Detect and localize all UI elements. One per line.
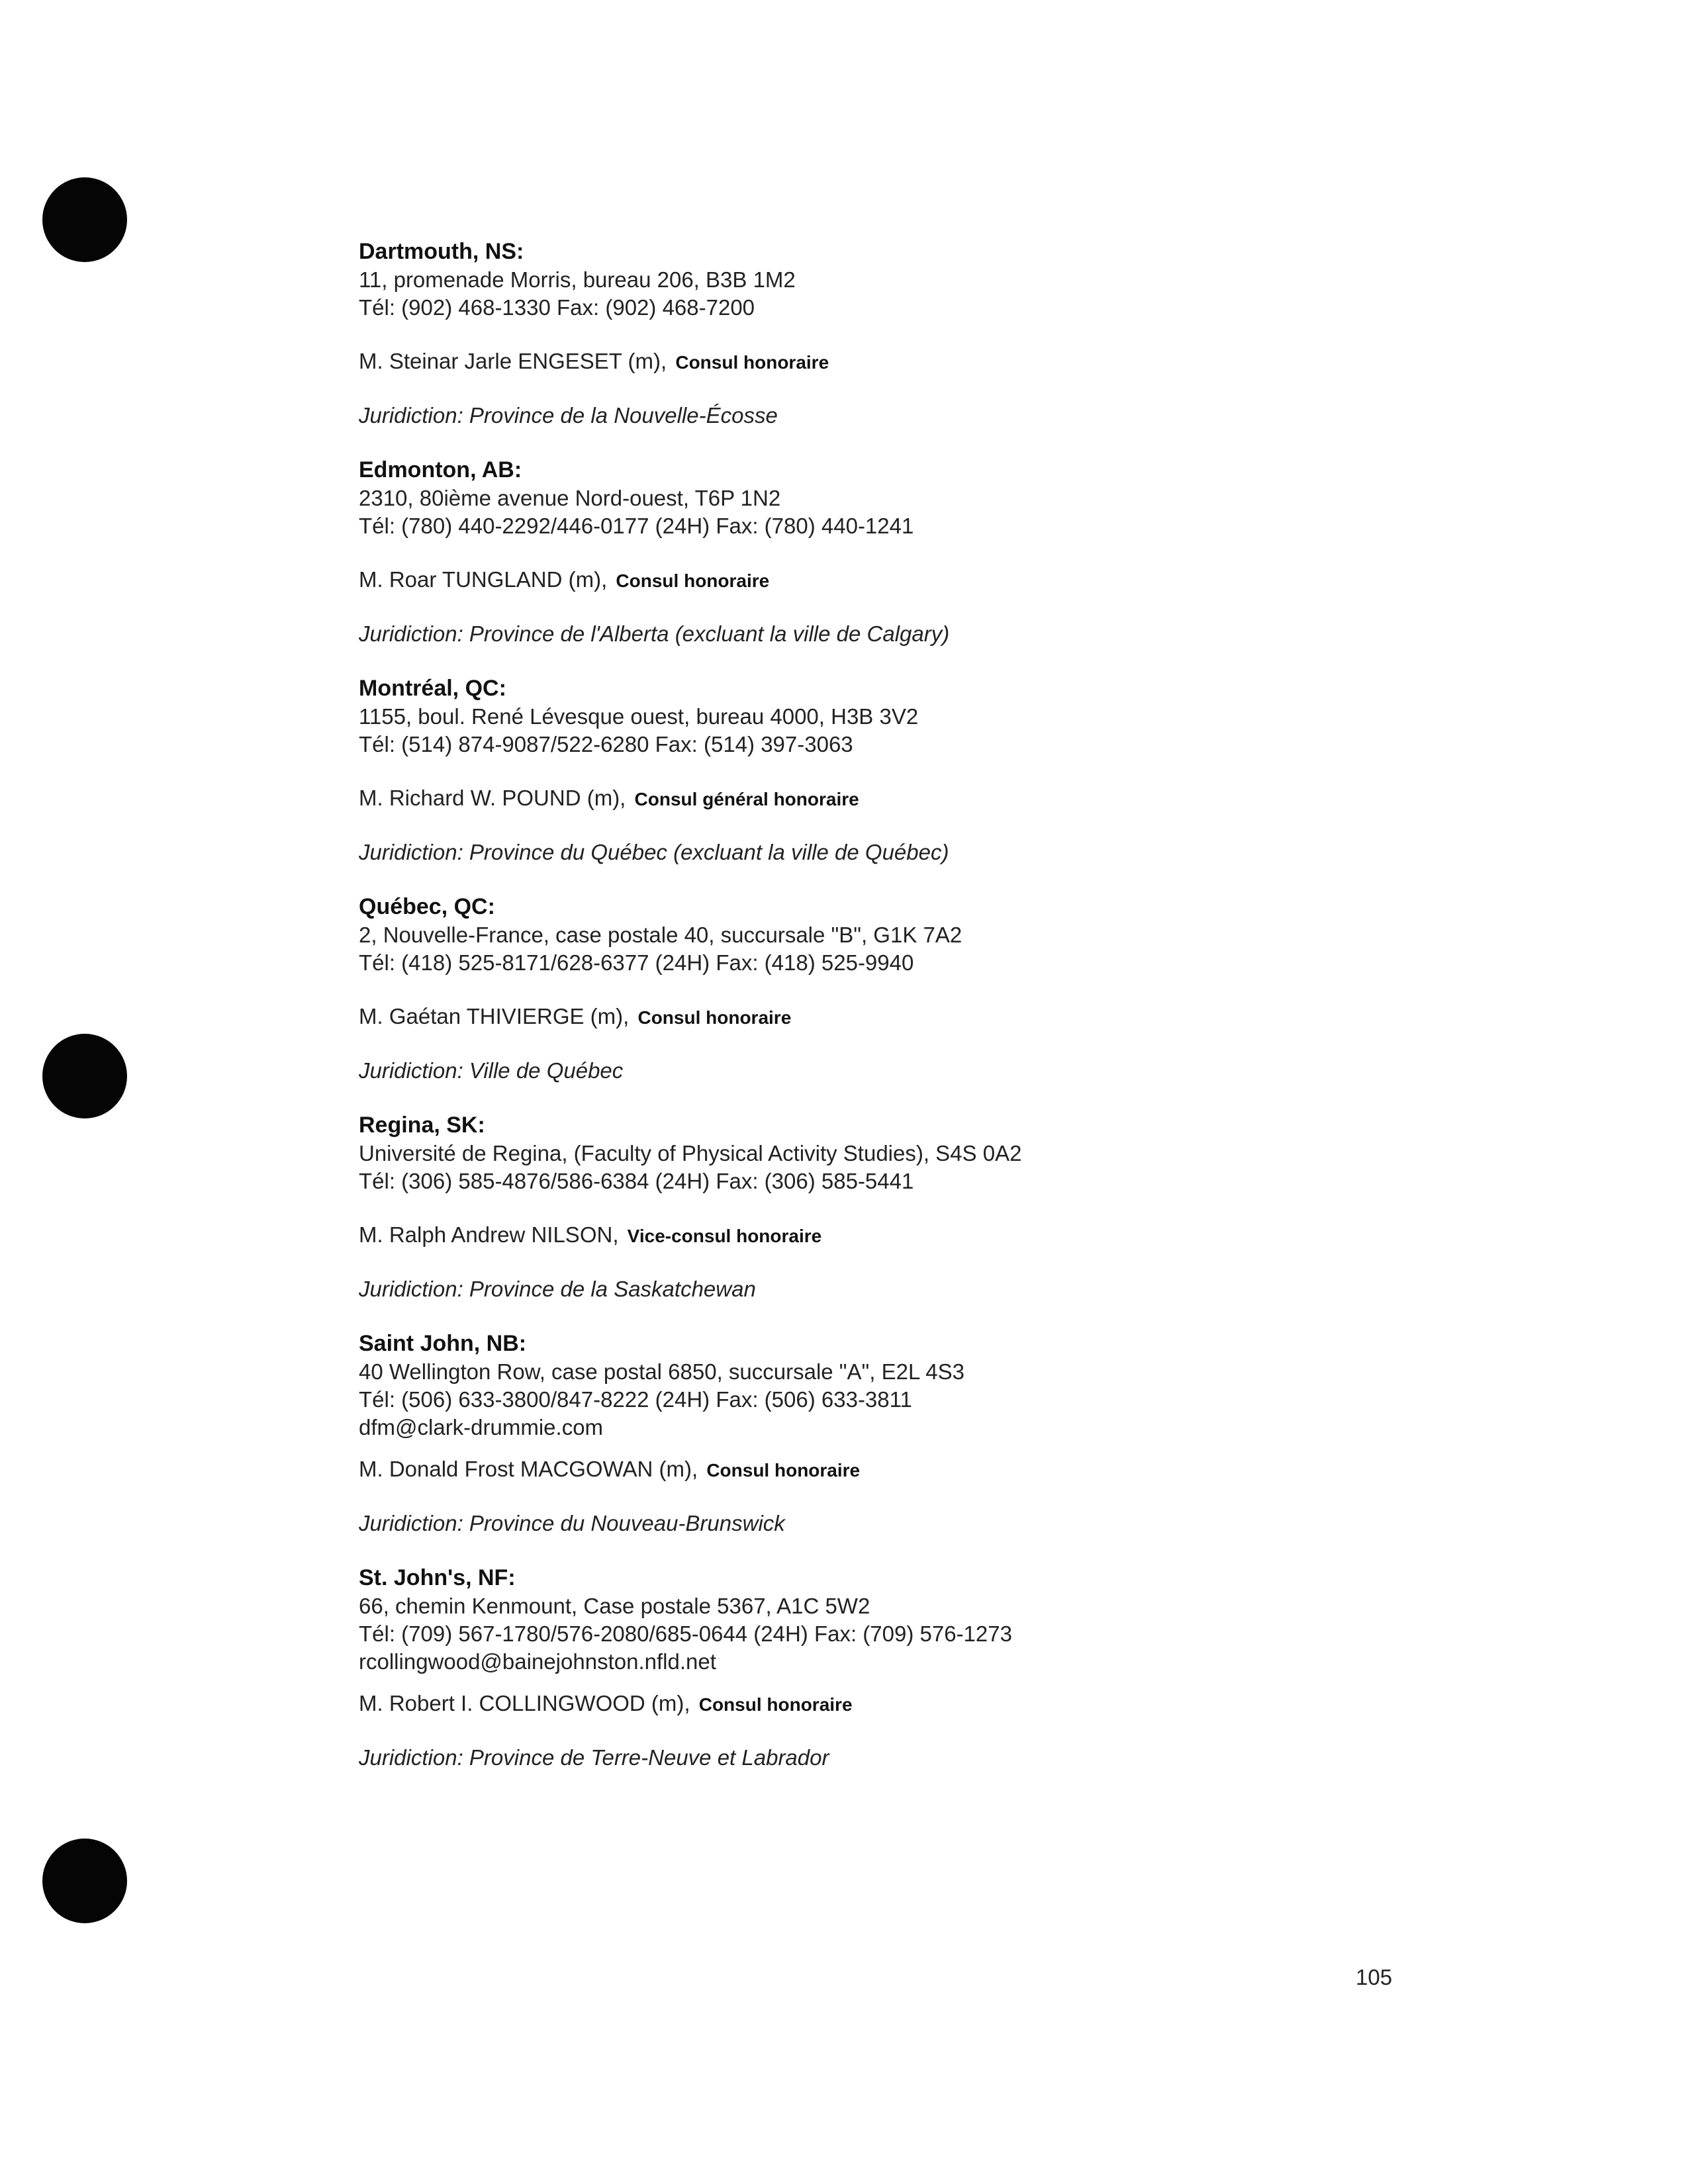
entry-city: Saint John, NB:: [359, 1331, 527, 1356]
person-name: M. Ralph Andrew NILSON,: [359, 1222, 619, 1247]
entry-person: [359, 347, 1484, 377]
person-title: Consul honoraire: [637, 1007, 792, 1028]
consulate-entry-montreal: [359, 674, 1484, 867]
entry-person: [359, 1455, 1484, 1485]
person-name: M. Roar TUNGLAND (m),: [359, 567, 608, 592]
person-title: Consul honoraire: [698, 1694, 853, 1715]
entry-city: Dartmouth, NS:: [359, 239, 524, 264]
entry-jurisdiction: Juridiction: Province de Terre-Neuve et Labrador: [359, 1745, 829, 1770]
entry-person: [359, 565, 1484, 596]
entry-phone: Tél: (306) 585-4876/586-6384 (24H) Fax: (306) 585-5441: [359, 1169, 914, 1193]
consulate-entry-saint-john: [359, 1329, 1484, 1538]
entry-address: 1155, boul. René Lévesque ouest, bureau 4000, H3B 3V2: [359, 704, 919, 729]
entry-jurisdiction: Juridiction: Ville de Québec: [359, 1058, 624, 1083]
entry-person: [359, 1689, 1484, 1719]
entry-phone: Tél: (709) 567-1780/576-2080/685-0644 (24H) Fax: (709) 576-1273: [359, 1621, 1012, 1646]
person-name: M. Robert I. COLLINGWOOD (m),: [359, 1691, 690, 1715]
entry-address: 11, promenade Morris, bureau 206, B3B 1M2: [359, 267, 796, 292]
entry-city: St. John's, NF:: [359, 1565, 516, 1590]
binder-hole: [42, 1034, 127, 1118]
person-name: M. Donald Frost MACGOWAN (m),: [359, 1457, 698, 1481]
entry-address: 2310, 80ième avenue Nord-ouest, T6P 1N2: [359, 486, 781, 510]
page-number: 105: [1356, 1965, 1393, 1989]
entry-jurisdiction: Juridiction: Province de la Nouvelle-Écosse: [359, 403, 778, 428]
entry-person: [359, 1002, 1484, 1032]
entry-phone: Tél: (418) 525-8171/628-6377 (24H) Fax: (418) 525-9940: [359, 950, 914, 975]
entry-phone: Tél: (780) 440-2292/446-0177 (24H) Fax: (780) 440-1241: [359, 514, 914, 538]
entry-city: Edmonton, AB:: [359, 457, 522, 482]
binder-hole: [42, 177, 127, 262]
binder-hole: [42, 1839, 127, 1923]
entry-address: Université de Regina, (Faculty of Physical Activity Studies), S4S 0A2: [359, 1141, 1022, 1165]
entry-city: Montréal, QC:: [359, 676, 506, 701]
person-name: M. Gaétan THIVIERGE (m),: [359, 1004, 630, 1028]
entry-jurisdiction: Juridiction: Province du Nouveau-Brunswick: [359, 1511, 785, 1535]
entry-address: 2, Nouvelle-France, case postale 40, succursale "B", G1K 7A2: [359, 923, 962, 947]
entry-jurisdiction: Juridiction: Province de l'Alberta (excluant la ville de Calgary): [359, 621, 950, 646]
person-title: Consul honoraire: [675, 352, 829, 373]
entry-city: Regina, SK:: [359, 1113, 485, 1138]
person-title: Consul honoraire: [706, 1460, 861, 1480]
entry-phone: Tél: (506) 633-3800/847-8222 (24H) Fax: (506) 633-3811: [359, 1387, 912, 1412]
person-title: Consul général honoraire: [634, 789, 859, 809]
consulate-entry-quebec: [359, 892, 1484, 1085]
entry-city: Québec, QC:: [359, 894, 495, 919]
consulate-entry-dartmouth: [359, 237, 1484, 430]
consulate-list: [359, 237, 1484, 1797]
entry-email: rcollingwood@bainejohnston.nfld.net: [359, 1649, 716, 1674]
entry-phone: Tél: (514) 874-9087/522-6280 Fax: (514) 397-3063: [359, 732, 853, 756]
entry-address: 66, chemin Kenmount, Case postale 5367, A1C 5W2: [359, 1594, 870, 1618]
consulate-entry-st-johns: [359, 1563, 1484, 1772]
person-title: Consul honoraire: [616, 570, 770, 591]
entry-email: dfm@clark-drummie.com: [359, 1415, 604, 1439]
person-name: M. Richard W. POUND (m),: [359, 786, 626, 810]
person-title: Vice-consul honoraire: [627, 1226, 822, 1246]
consulate-entry-regina: [359, 1111, 1484, 1304]
person-name: M. Steinar Jarle ENGESET (m),: [359, 349, 667, 373]
entry-person: [359, 1220, 1484, 1251]
entry-jurisdiction: Juridiction: Province de la Saskatchewan: [359, 1277, 756, 1301]
entry-jurisdiction: Juridiction: Province du Québec (excluant la ville de Québec): [359, 840, 949, 864]
entry-person: [359, 784, 1484, 814]
entry-address: 40 Wellington Row, case postal 6850, succursale "A", E2L 4S3: [359, 1359, 964, 1384]
consulate-entry-edmonton: [359, 455, 1484, 649]
entry-phone: Tél: (902) 468-1330 Fax: (902) 468-7200: [359, 295, 755, 320]
